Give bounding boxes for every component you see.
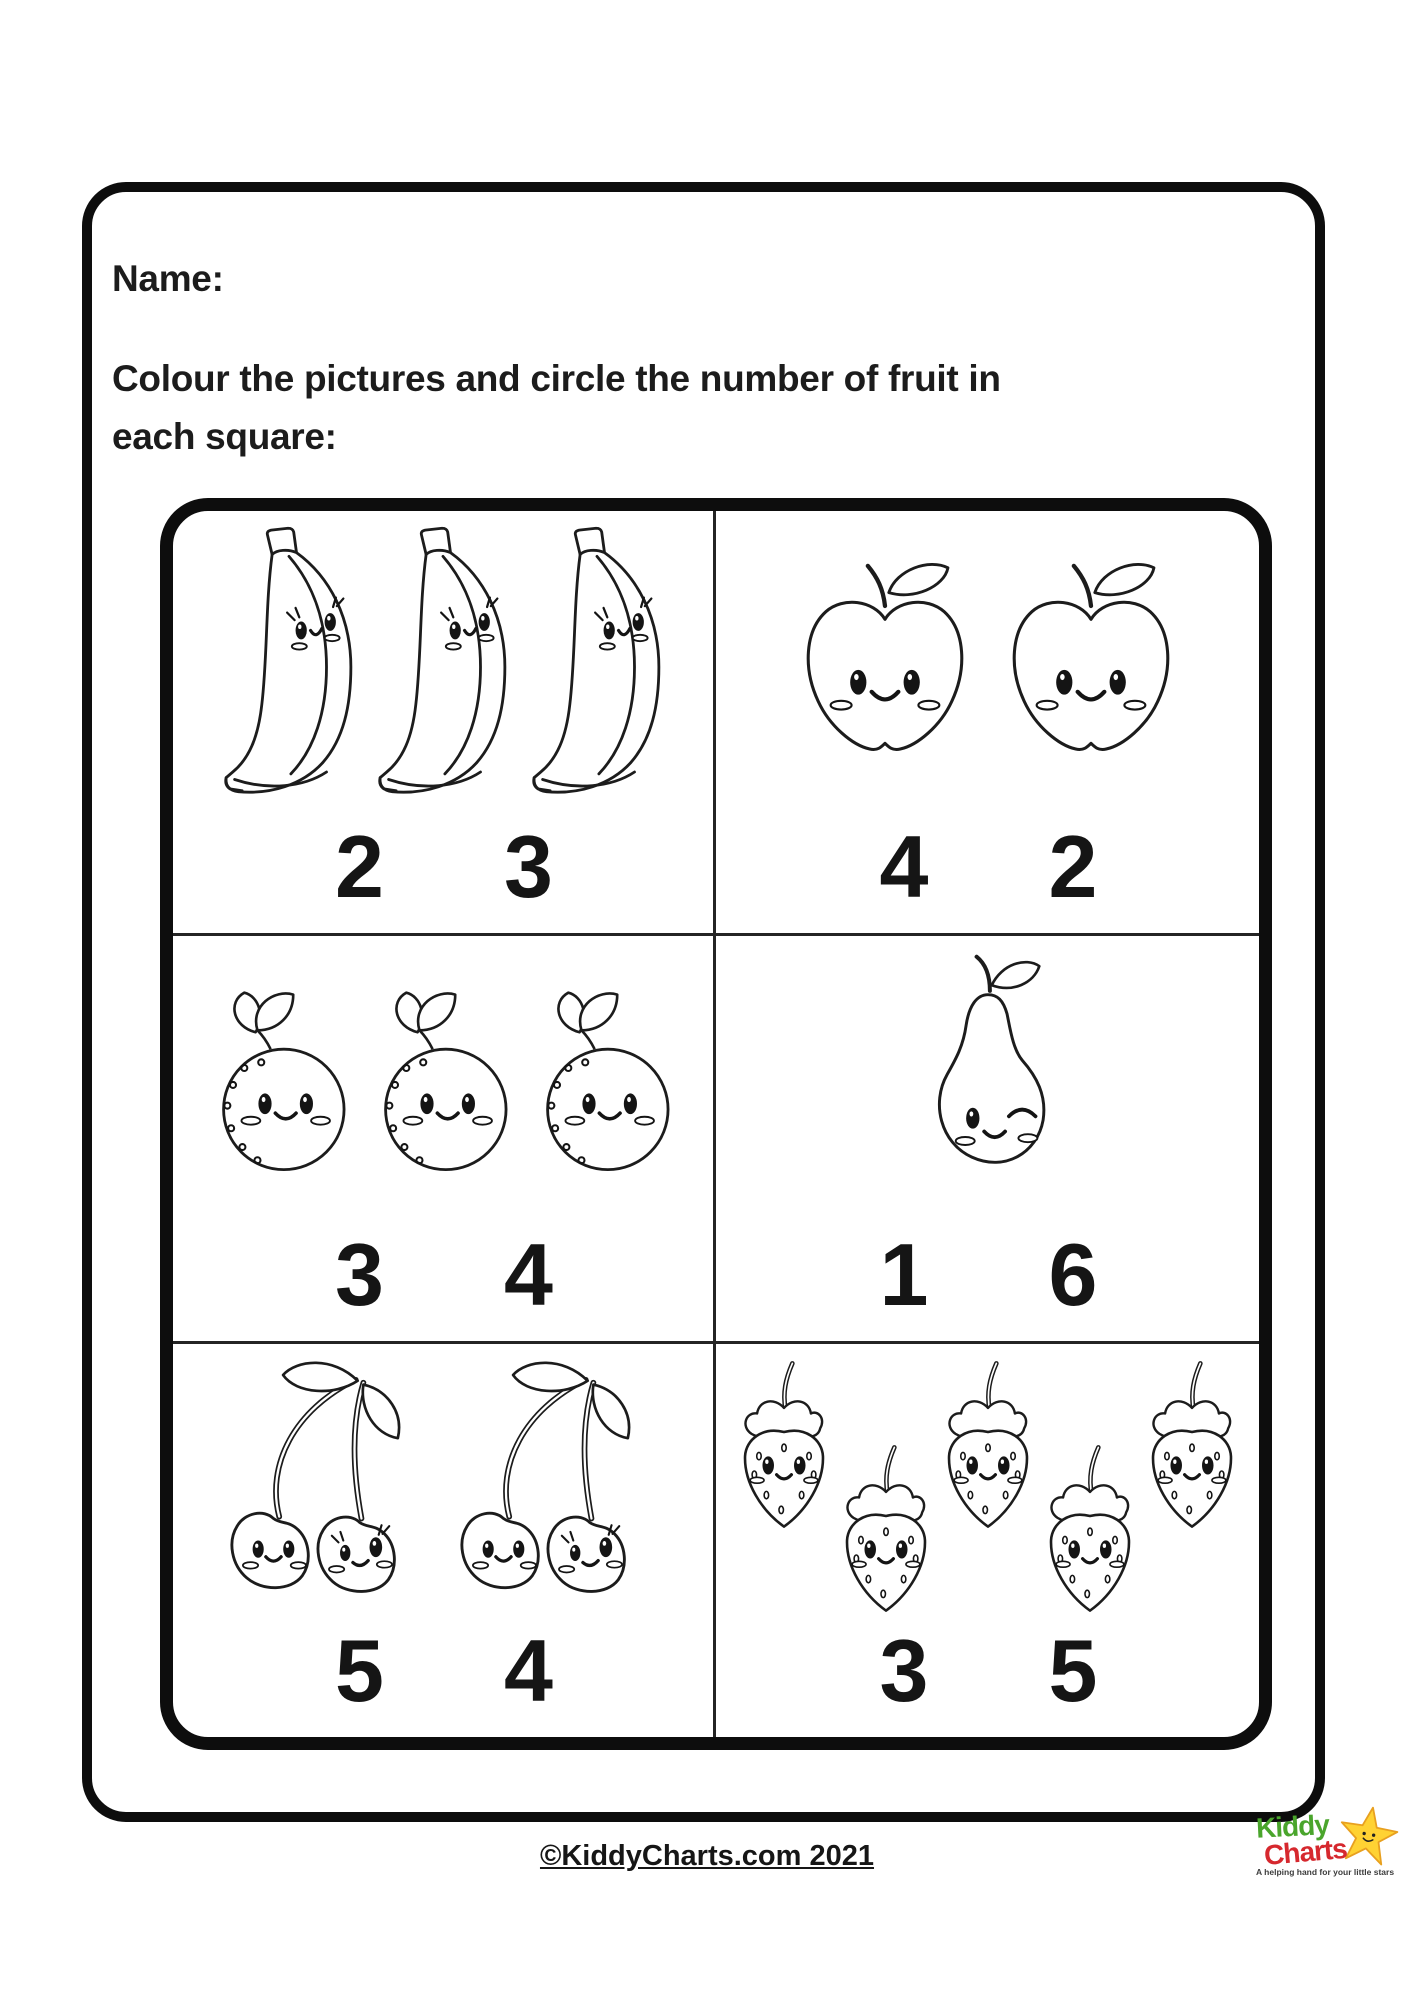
number-option[interactable]: 5 [1048, 1621, 1096, 1720]
copyright-footer: ©KiddyCharts.com 2021 [539, 1840, 875, 1872]
fruit-icons-cherries [173, 1344, 713, 1627]
number-option[interactable]: 4 [879, 817, 927, 916]
orange-icon [363, 984, 523, 1184]
orange-icon [525, 984, 685, 1184]
cell-pear [716, 936, 1259, 1344]
number-options [335, 1621, 551, 1720]
cell-apples [716, 511, 1259, 936]
number-option[interactable]: 3 [879, 1621, 927, 1720]
number-option[interactable]: 2 [335, 817, 382, 916]
strawberry-icon [1039, 1438, 1141, 1646]
number-option[interactable]: 1 [879, 1225, 927, 1324]
fruit-icons-pear [716, 936, 1259, 1231]
number-option[interactable]: 3 [504, 817, 551, 916]
fruit-icons-strawberries [716, 1344, 1259, 1627]
number-options [335, 1225, 551, 1324]
number-options [879, 1225, 1096, 1324]
apple-icon [786, 543, 984, 791]
banana-icon [522, 526, 672, 808]
cell-bananas [173, 511, 716, 936]
number-option[interactable]: 4 [504, 1225, 551, 1324]
logo-word-charts: Charts [1262, 1833, 1348, 1872]
logo-tagline: A helping hand for your little stars [1256, 1866, 1395, 1877]
fruit-icons-bananas [173, 511, 713, 823]
fruit-grid [160, 498, 1272, 1750]
pear-icon [912, 951, 1064, 1217]
fruit-icons-oranges [173, 936, 713, 1231]
instructions-line-2: each square: [112, 415, 337, 457]
number-options [335, 817, 551, 916]
kiddycharts-logo [1255, 1809, 1402, 1886]
strawberry-icon [835, 1438, 937, 1646]
orange-icon [201, 984, 361, 1184]
number-option[interactable]: 4 [504, 1621, 551, 1720]
cell-oranges [173, 936, 716, 1344]
logo-word-kiddy: Kiddy [1255, 1809, 1330, 1844]
cherry-pair-icon [448, 1352, 668, 1620]
cell-cherries [173, 1344, 716, 1737]
strawberry-icon [1141, 1354, 1243, 1562]
worksheet-frame [82, 182, 1325, 1822]
strawberry-icon [937, 1354, 1039, 1562]
number-option[interactable]: 2 [1048, 817, 1096, 916]
fruit-icons-apples [716, 511, 1259, 823]
banana-icon [214, 526, 364, 808]
banana-icon [368, 526, 518, 808]
cherry-pair-icon [218, 1352, 438, 1620]
strawberry-icon [733, 1354, 835, 1562]
number-option[interactable]: 5 [335, 1621, 382, 1720]
apple-icon [992, 543, 1190, 791]
name-label: Name: [112, 258, 224, 299]
number-option[interactable]: 3 [335, 1225, 382, 1324]
number-option[interactable]: 6 [1048, 1225, 1096, 1324]
instructions [112, 350, 1001, 465]
cell-strawberries [716, 1344, 1259, 1737]
instructions-line-1: Colour the pictures and circle the number of fruit in [112, 358, 1001, 399]
number-options [879, 817, 1096, 916]
